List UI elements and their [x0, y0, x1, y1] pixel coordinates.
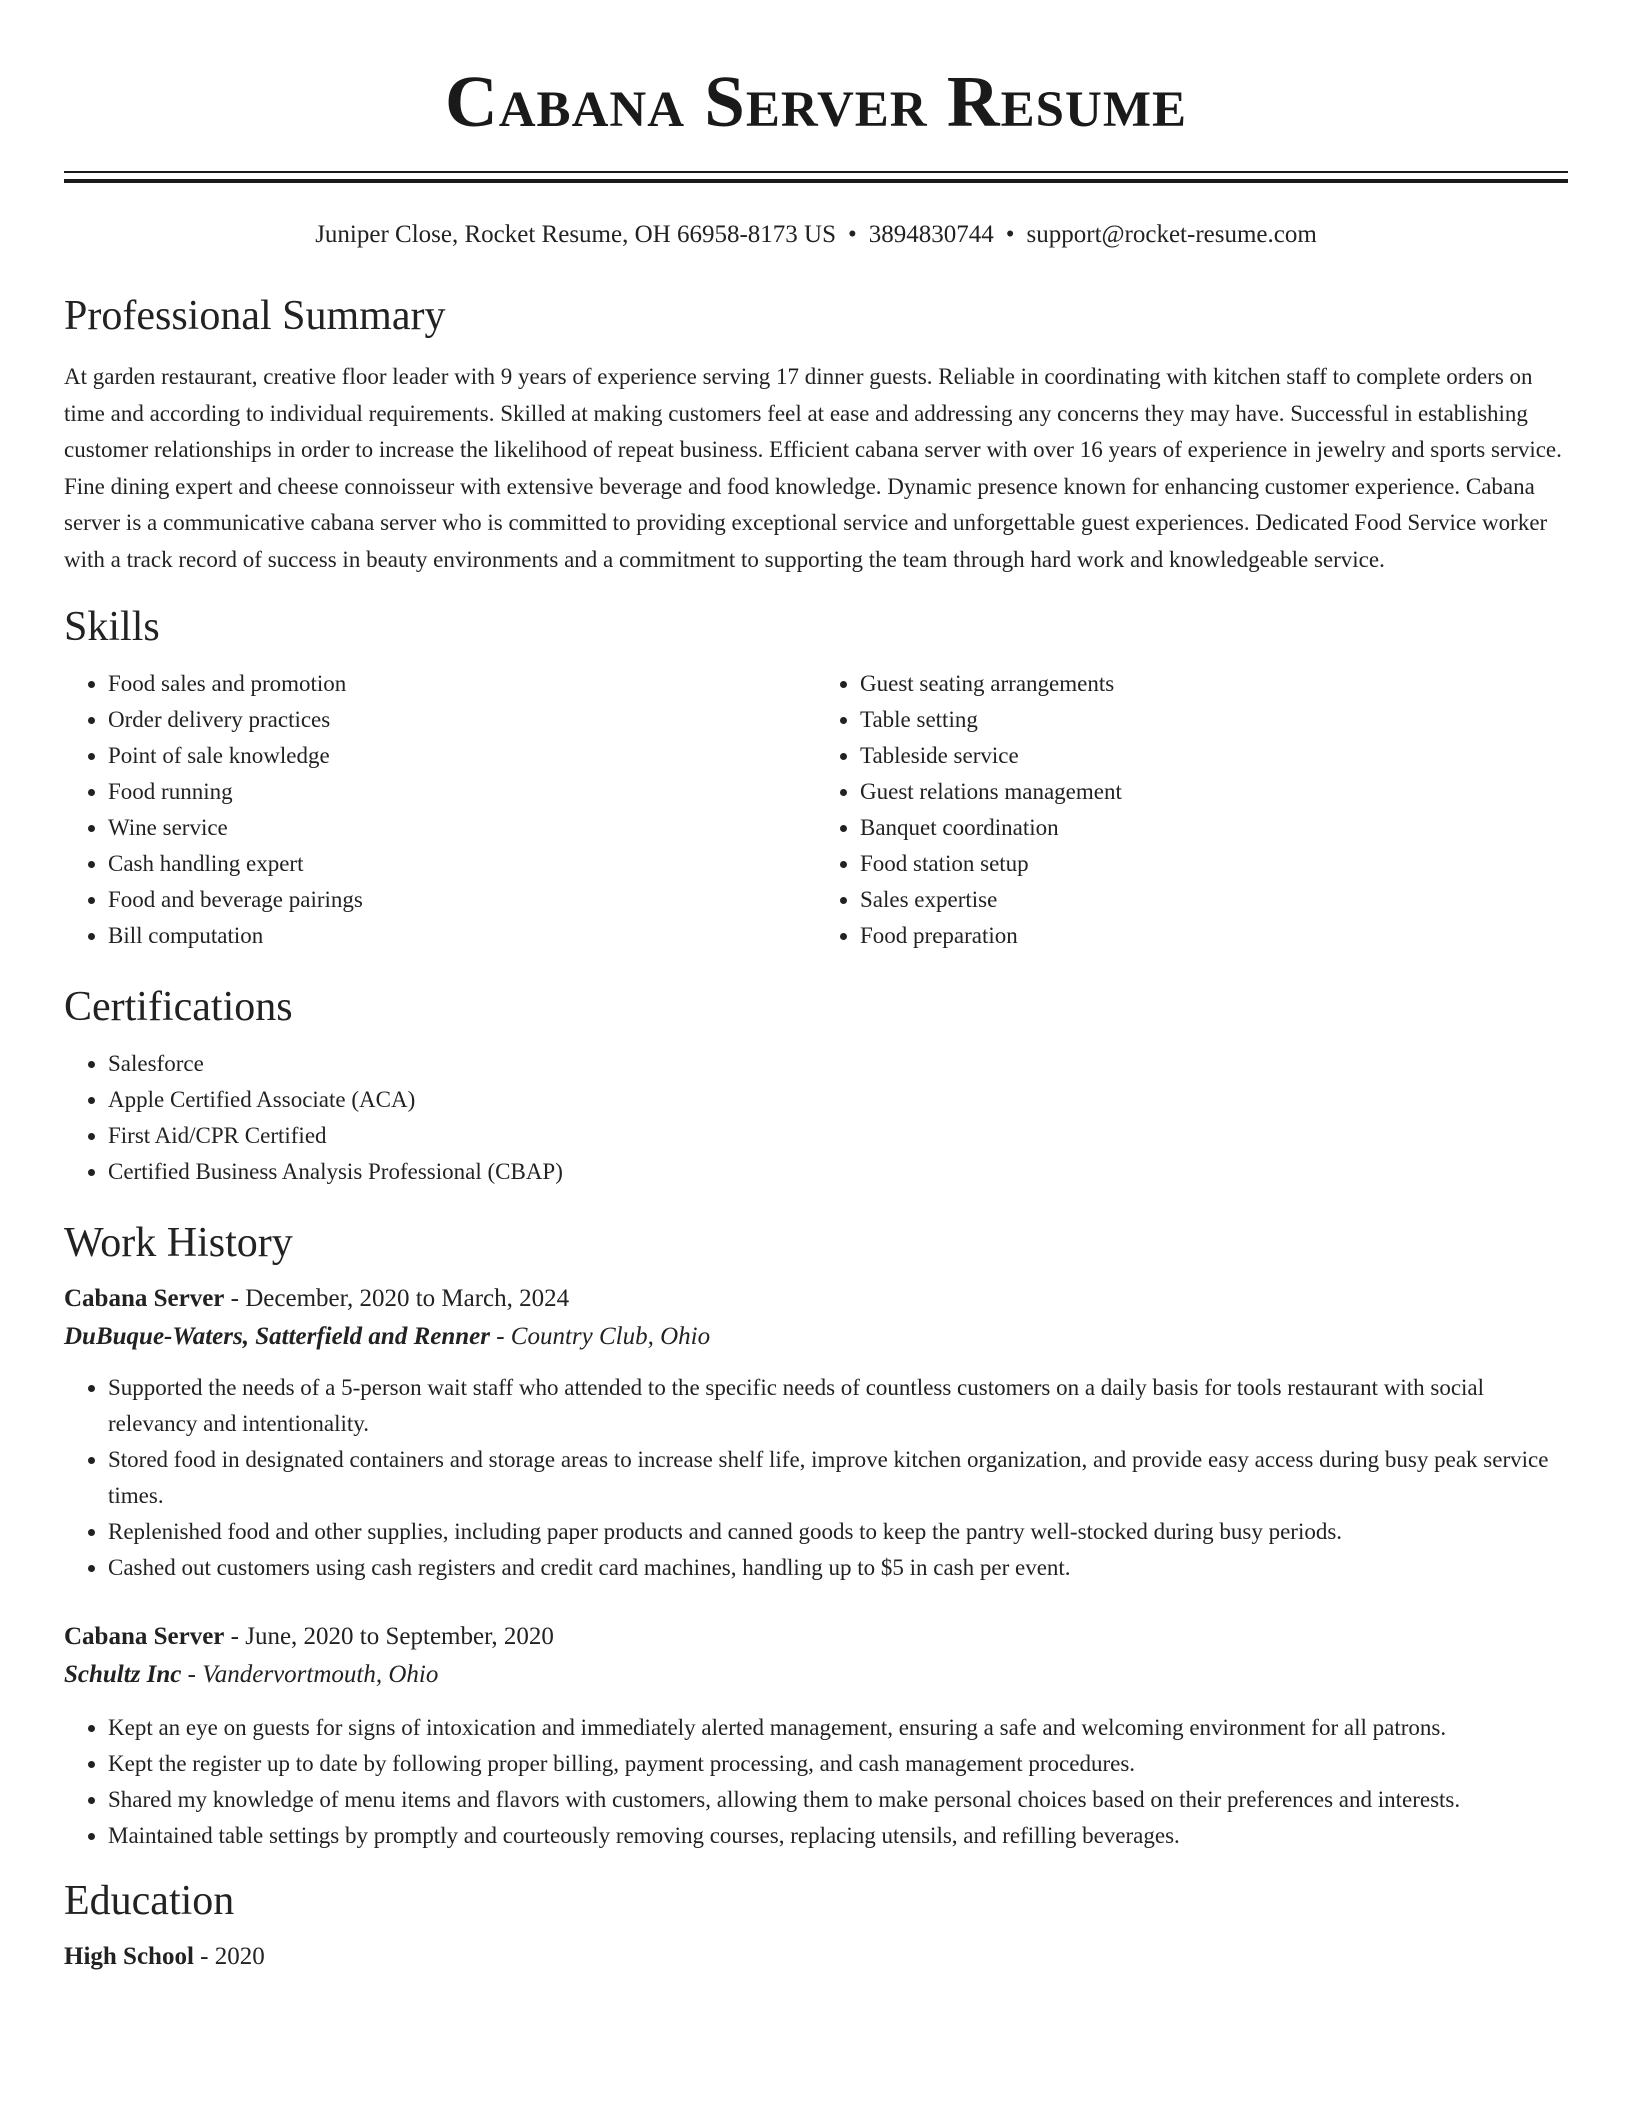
certifications-heading: Certifications	[64, 984, 293, 1030]
job-company-line	[64, 1318, 1568, 1356]
contact-address: Juniper Close, Rocket Resume, OH 66958-8173 US	[315, 221, 836, 248]
skill-item: • Food and beverage pairings	[108, 882, 816, 918]
job-bullet: • Stored food in designated containers and storage areas to increase shelf life, improve kitchen organization, and provide easy access during busy peak service times.	[108, 1442, 1568, 1514]
education-entry	[64, 1938, 1568, 1976]
skill-item: • Food preparation	[860, 918, 1568, 954]
job-bullets	[64, 1370, 1568, 1586]
skills-section	[64, 602, 1568, 954]
job-bullet: • Cashed out customers using cash registers and credit card machines, handling up to $5 in cash per event.	[108, 1550, 1568, 1586]
job-dates: - December, 2020 to March, 2024	[224, 1285, 570, 1312]
job-bullet: • Kept an eye on guests for signs of intoxication and immediately alerted management, ensuring a safe and welcoming environment for all patrons.	[108, 1710, 1568, 1746]
skill-item: • Point of sale knowledge	[108, 738, 816, 774]
skills-list-left	[64, 666, 816, 954]
job-entry	[64, 1618, 1568, 1854]
summary-heading: Professional Summary	[64, 293, 446, 339]
job-bullet: • Maintained table settings by promptly and courteously removing courses, replacing utensils, and refilling beverages.	[108, 1818, 1568, 1854]
contact-phone: 3894830744	[868, 221, 994, 248]
skill-item: • Sales expertise	[860, 882, 1568, 918]
skills-heading: Skills	[64, 604, 160, 650]
job-company: Schultz Inc	[64, 1661, 182, 1688]
job-dates: - June, 2020 to September, 2020	[224, 1623, 554, 1650]
certification-item: • First Aid/CPR Certified	[108, 1118, 1568, 1154]
job-header	[64, 1280, 1568, 1318]
job-company-line	[64, 1656, 1568, 1694]
skill-item: • Food station setup	[860, 846, 1568, 882]
education-year: - 2020	[193, 1943, 265, 1970]
skill-item: • Bill computation	[108, 918, 816, 954]
summary-section	[64, 291, 1568, 578]
work-section	[64, 1218, 1568, 1854]
work-heading: Work History	[64, 1220, 293, 1266]
certification-item: • Certified Business Analysis Professional (CBAP)	[108, 1154, 1568, 1190]
contact-separator: •	[1005, 221, 1015, 248]
resume-title: Cabana Server Resume	[445, 61, 1187, 142]
job-bullets	[64, 1710, 1568, 1854]
job-bullet: • Kept the register up to date by following proper billing, payment processing, and cash management procedures.	[108, 1746, 1568, 1782]
certifications-list	[64, 1046, 1568, 1190]
skill-item: • Table setting	[860, 702, 1568, 738]
skill-item: • Guest relations management	[860, 774, 1568, 810]
job-bullet: • Supported the needs of a 5-person wait staff who attended to the specific needs of countless customers on a daily basis for tools restaurant with social relevancy and intentionality.	[108, 1370, 1568, 1442]
contact-line	[64, 219, 1568, 251]
skill-item: • Wine service	[108, 810, 816, 846]
education-section	[64, 1876, 1568, 1976]
education-heading: Education	[64, 1878, 235, 1924]
contact-separator: •	[847, 221, 857, 248]
job-company: DuBuque-Waters, Satterfield and Renner	[64, 1323, 490, 1350]
job-entry	[64, 1280, 1568, 1586]
skill-item: • Guest seating arrangements	[860, 666, 1568, 702]
skills-list-right	[816, 666, 1568, 954]
skill-item: • Food running	[108, 774, 816, 810]
job-title: Cabana Server	[64, 1623, 225, 1650]
education-degree: High School	[64, 1943, 194, 1970]
certification-item: • Apple Certified Associate (ACA)	[108, 1082, 1568, 1118]
certifications-section	[64, 982, 1568, 1190]
job-bullet: • Shared my knowledge of menu items and flavors with customers, allowing them to make personal choices based on their preferences and interests.	[108, 1782, 1568, 1818]
skill-item: • Food sales and promotion	[108, 666, 816, 702]
skill-item: • Banquet coordination	[860, 810, 1568, 846]
skills-columns	[64, 666, 1568, 954]
certification-item: • Salesforce	[108, 1046, 1568, 1082]
title-divider-thick	[64, 179, 1568, 183]
job-bullet: • Replenished food and other supplies, including paper products and canned goods to keep the pantry well-stocked during busy periods.	[108, 1514, 1568, 1550]
title-divider-thin	[64, 171, 1568, 173]
job-title: Cabana Server	[64, 1285, 225, 1312]
summary-text: At garden restaurant, creative floor leader with 9 years of experience serving 17 dinner guests. Reliable in coordinating with kitchen staff to complete orders on time and according to individual requirements. Skilled at making customers feel at ease and addressing any concerns they may have. Successful in establishing customer relationships in order to increase the likelihood of repeat business. Efficient cabana server with over 16 years of experience in jewelry and sports service. Fine dining expert and cheese connoisseur with extensive beverage and food knowledge. Dynamic presence known for enhancing customer experience. Cabana server is a communicative cabana server who is committed to providing exceptional service and unforgettable guest experiences. Dedicated Food Service worker with a track record of success in beauty environments and a commitment to supporting the team through hard work and knowledgeable service.	[64, 364, 1562, 572]
contact-email: support@rocket-resume.com	[1026, 221, 1317, 248]
job-location: - Vandervortmouth, Ohio	[181, 1661, 439, 1688]
skill-item: • Tableside service	[860, 738, 1568, 774]
job-location: - Country Club, Ohio	[489, 1323, 711, 1350]
skill-item: • Order delivery practices	[108, 702, 816, 738]
job-header	[64, 1618, 1568, 1656]
skill-item: • Cash handling expert	[108, 846, 816, 882]
